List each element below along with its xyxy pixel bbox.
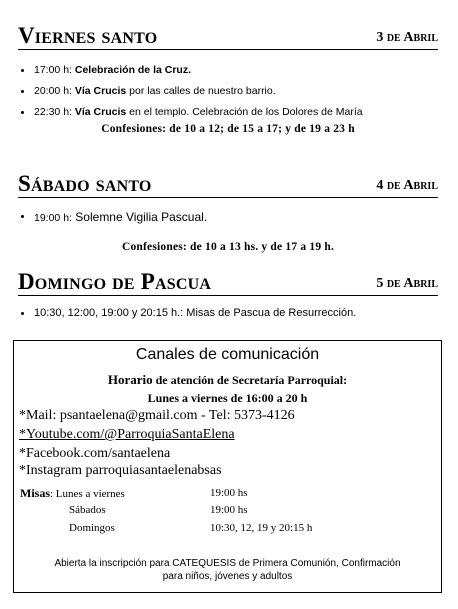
misas-time: 19:00 hs — [210, 487, 248, 499]
section-title: Domingo de Pascua — [18, 269, 212, 294]
canales-box — [13, 340, 442, 593]
instagram-line[interactable]: *Instagram parroquiasantaelenabsas — [19, 463, 222, 478]
confesiones-text: Confesiones: de 10 a 12; de 15 a 17; y de 19 a 23 h — [101, 123, 355, 135]
list-item: 19:00 h: Solemne Vigilia Pascual. — [18, 210, 438, 225]
section-header — [18, 24, 438, 50]
section-sabado-santo — [18, 172, 438, 253]
schedule-list — [18, 307, 438, 320]
catequesis-notice: Abierta la inscripción para CATEQUESIS de Primera Comunión, Confirmación para niños, jóvenes y adultos — [54, 558, 401, 582]
misas-label: Misas — [20, 486, 50, 500]
horario-days: Lunes a viernes de 16:00 a 20 h — [147, 391, 308, 405]
section-title: Viernes santo — [18, 23, 158, 48]
schedule-list — [18, 210, 438, 225]
list-item: 20:00 h: Vía Crucis por las calles de nuestro barrio. — [18, 85, 438, 98]
schedule-list — [18, 64, 438, 119]
section-header — [18, 270, 438, 296]
section-viernes-santo — [18, 24, 438, 135]
confesiones-text: Confesiones: de 10 a 13 hs. y de 17 a 19 h. — [121, 241, 335, 253]
misas-time: 10:30, 12, 19 y 20:15 h — [210, 522, 313, 534]
youtube-link[interactable]: *Youtube.com/@ParroquiaSantaElena — [19, 427, 235, 442]
list-item: 17:00 h: Celebración de la Cruz. — [18, 64, 438, 77]
canales-title: Canales de comunicación — [135, 346, 320, 363]
list-item: 22:30 h: Vía Crucis en el templo. Celebración de los Dolores de María — [18, 106, 438, 119]
section-title: Sábado santo — [18, 171, 152, 196]
horario-line: Horario de atención de Secretaría Parroquial: — [107, 372, 348, 387]
misas-day: Domingos — [69, 522, 115, 534]
facebook-line[interactable]: *Facebook.com/santaelena — [19, 446, 171, 461]
section-date: 5 de Abril — [376, 276, 438, 291]
section-domingo-pascua — [18, 270, 438, 320]
misas-day: Sábados — [69, 504, 106, 516]
section-date: 3 de Abril — [376, 30, 438, 45]
section-date: 4 de Abril — [376, 178, 438, 193]
section-header — [18, 172, 438, 198]
misas-time: 19:00 hs — [210, 504, 248, 516]
misas-row: Misas: Lunes a viernes — [20, 486, 125, 500]
list-item: 10:30, 12:00, 19:00 y 20:15 h.: Misas de Pascua de Resurrección. — [18, 307, 438, 320]
mail-line[interactable]: *Mail: psantaelena@gmail.com - Tel: 5373-4126 — [19, 408, 295, 423]
